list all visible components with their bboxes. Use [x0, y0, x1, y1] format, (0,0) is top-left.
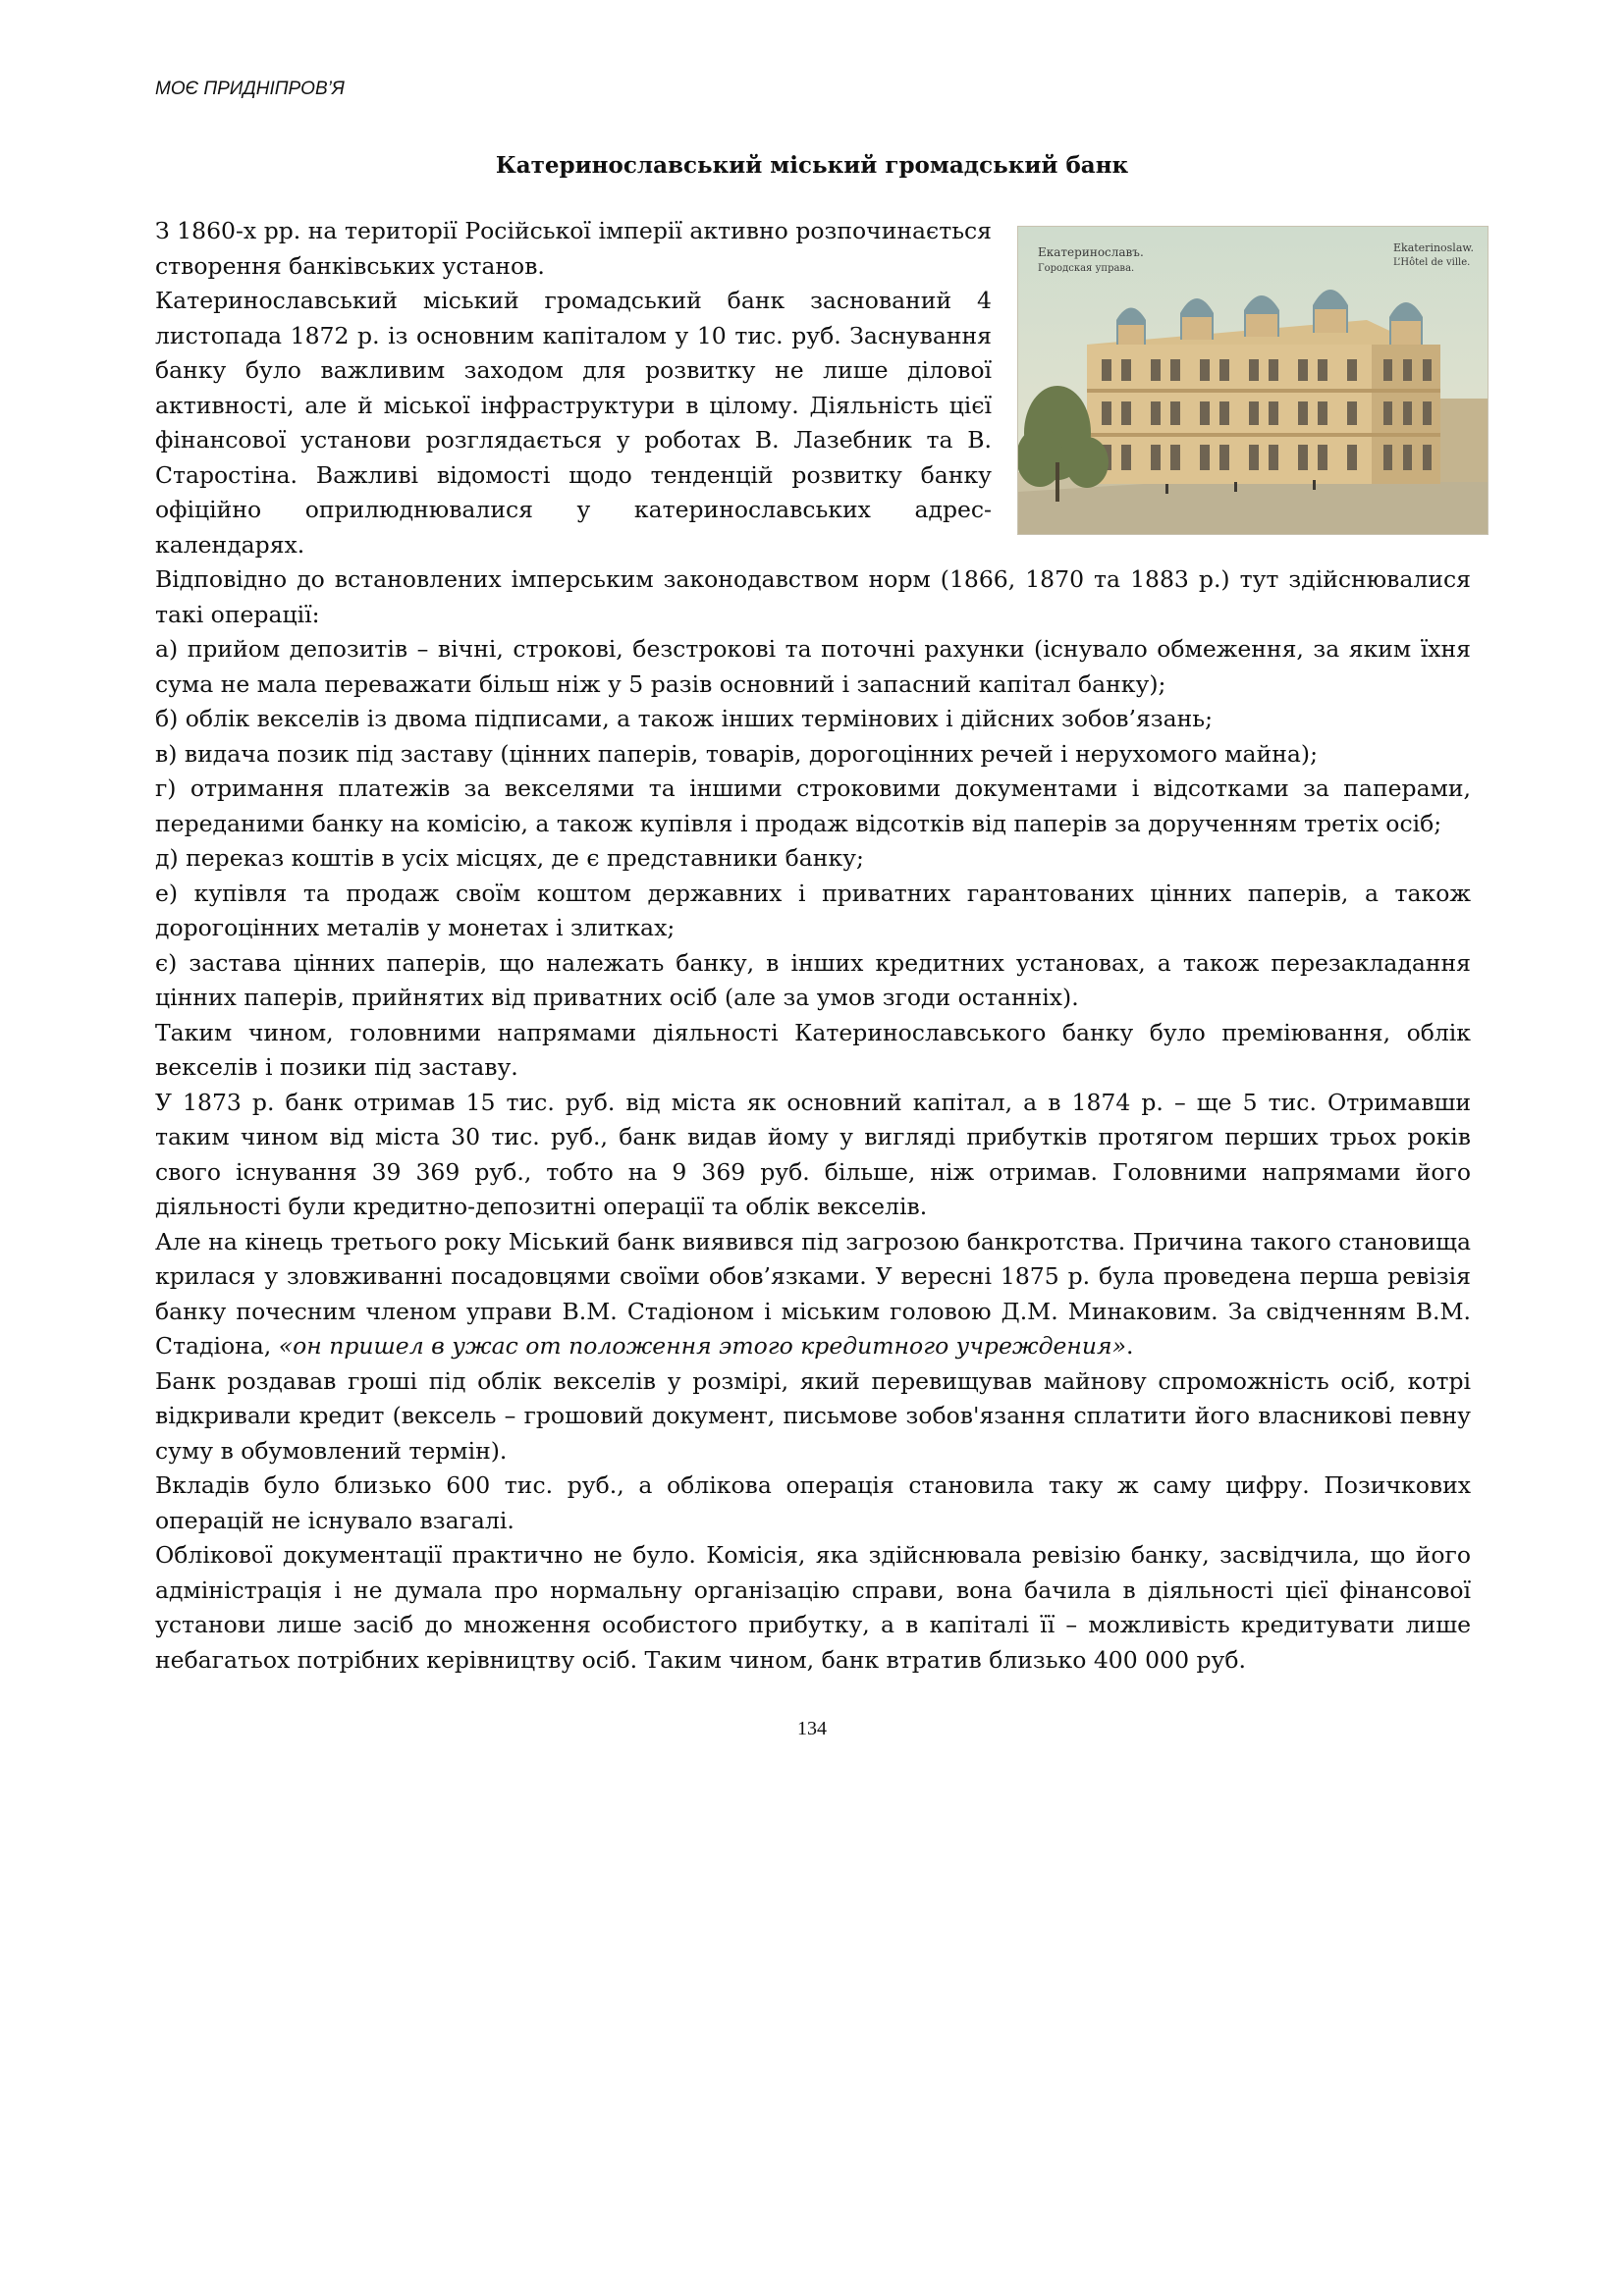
list-item: б) облік векселів із двома підписами, а також інших термінових і дійсних зобов’язань;	[155, 705, 1213, 732]
list-item: а) прийом депозитів – вічні, строкові, безстрокові та поточні рахунки (існувало обмеження, за яким їхня сума не мала переважати більш ніж у 5 разів основний і запасний капітал банку);	[155, 635, 1471, 698]
paragraph-end: .	[1125, 1332, 1134, 1360]
quote: «он пришел в ужас от положення этого кредитного учреждения»	[278, 1332, 1126, 1360]
paragraph-stadion	[155, 1225, 1471, 1364]
main-text	[155, 562, 1471, 1678]
running-header: МОЄ ПРИДНІПРОВ’Я	[155, 79, 345, 99]
paragraph: У 1873 р. банк отримав 15 тис. руб. від міста як основний капітал, а в 1874 р. – ще 5 тис. Отримавши таким чином від міста 30 тис. руб., банк видав йому у вигляді прибутків протягом перших трьох років свого існування 39 369 руб., тобто на 9 369 руб. більше, ніж отримав. Головними напрямами його діяльності були кредитно-депозитні операції та облік векселів.	[155, 1088, 1471, 1220]
paragraph: Банк роздавав гроші під облік векселів у розмірі, який перевищував майнову спроможність осіб, котрі відкривали кредит (вексель – грошовий документ, письмове зобов'язання сплатити його власникові певну суму в обумовлений термін).	[155, 1366, 1471, 1465]
paragraph: Таким чином, головними напрямами діяльності Катеринославського банку було преміювання, облік векселів і позики під заставу.	[155, 1018, 1471, 1081]
postcard-caption-right-2: L’Hôtel de ville.	[1393, 257, 1471, 268]
list-item: є) застава цінних паперів, що належать банку, в інших кредитних установах, а також перезакладання цінних паперів, прийнятих від приватних осіб (але за умов згоди останніх).	[155, 948, 1471, 1011]
postcard-caption-left-1: Екатеринославъ.	[1038, 245, 1144, 259]
paragraph: Відповідно до встановлених імперським законодавством норм (1866, 1870 та 1883 р.) тут здійснювалися такі операції:	[155, 565, 1471, 628]
paragraph: Облікової документації практично не було. Комісія, яка здійснювала ревізію банку, засвідчила, що його адміністрація і не думала про нормальну організацію справи, вона бачила в діяльності цієї фінансової установи лише засіб до множення особистого прибутку, а в капіталі її – можливість кредитувати лише небагатьох потрібних керівництву осіб. Таким чином, банк втратив близько 400 000 руб.	[155, 1541, 1471, 1674]
bank-building-photo	[1017, 226, 1489, 535]
paragraph: З 1860-х рр. на території Російської імперії активно розпочинається створення банківських установ.	[155, 217, 992, 280]
paragraph: Вкладів було близько 600 тис. руб., а облікова операція становила таку ж саму цифру. Позичкових операцій не існувало взагалі.	[155, 1471, 1471, 1534]
list-item: д) переказ коштів в усіх місцях, де є представники банку;	[155, 844, 864, 872]
page-number: 134	[797, 1718, 827, 1739]
paragraph: Катеринославський міський громадський банк заснований 4 листопада 1872 р. із основним капіталом у 10 тис. руб. Заснування банку було важливим заходом для розвитку не лише ділової активності, але й міської інфраструктури в цілому. Діяльність цієї фінансової установи розглядається у роботах В. Лазебник та В. Старостіна. Важливі відомості щодо тенденцій розвитку банку офіційно оприлюднювалися у катеринославських адрес-календарях.	[155, 287, 992, 559]
list-item: в) видача позик під заставу (цінних паперів, товарів, дорогоцінних речей і нерухомого майна);	[155, 739, 1318, 768]
postcard-caption-right-1: Ekaterinoslaw.	[1393, 241, 1474, 254]
paragraph-text: Але на кінець третього року Міський банк виявився під загрозою банкротства. Причина такого становища крилася у зловживанні посадовцями своїми обов’язками. У вересні 1875 р. була проведена перша ревізія банку почесним членом управи В.М. Стадіоном і міським головою Д.М. Минаковим. За свідченням В.М. Стадіона,	[155, 1227, 1471, 1360]
list-item: е) купівля та продаж своїм коштом державних і приватних гарантованих цінних паперів, а також дорогоцінних металів у монетах і злитках;	[155, 879, 1471, 941]
list-item: г) отримання платежів за векселями та іншими строковими документами і відсотками за паперами, переданими банку на комісію, а також купівля і продаж відсотків від паперів за дорученням третіх осіб;	[155, 774, 1471, 837]
intro-block	[155, 214, 992, 562]
article-title: Катеринославський міський громадський банк	[495, 152, 1129, 179]
postcard-illustration	[1018, 227, 1488, 534]
postcard-caption-left-2: Городская управа.	[1038, 263, 1135, 274]
